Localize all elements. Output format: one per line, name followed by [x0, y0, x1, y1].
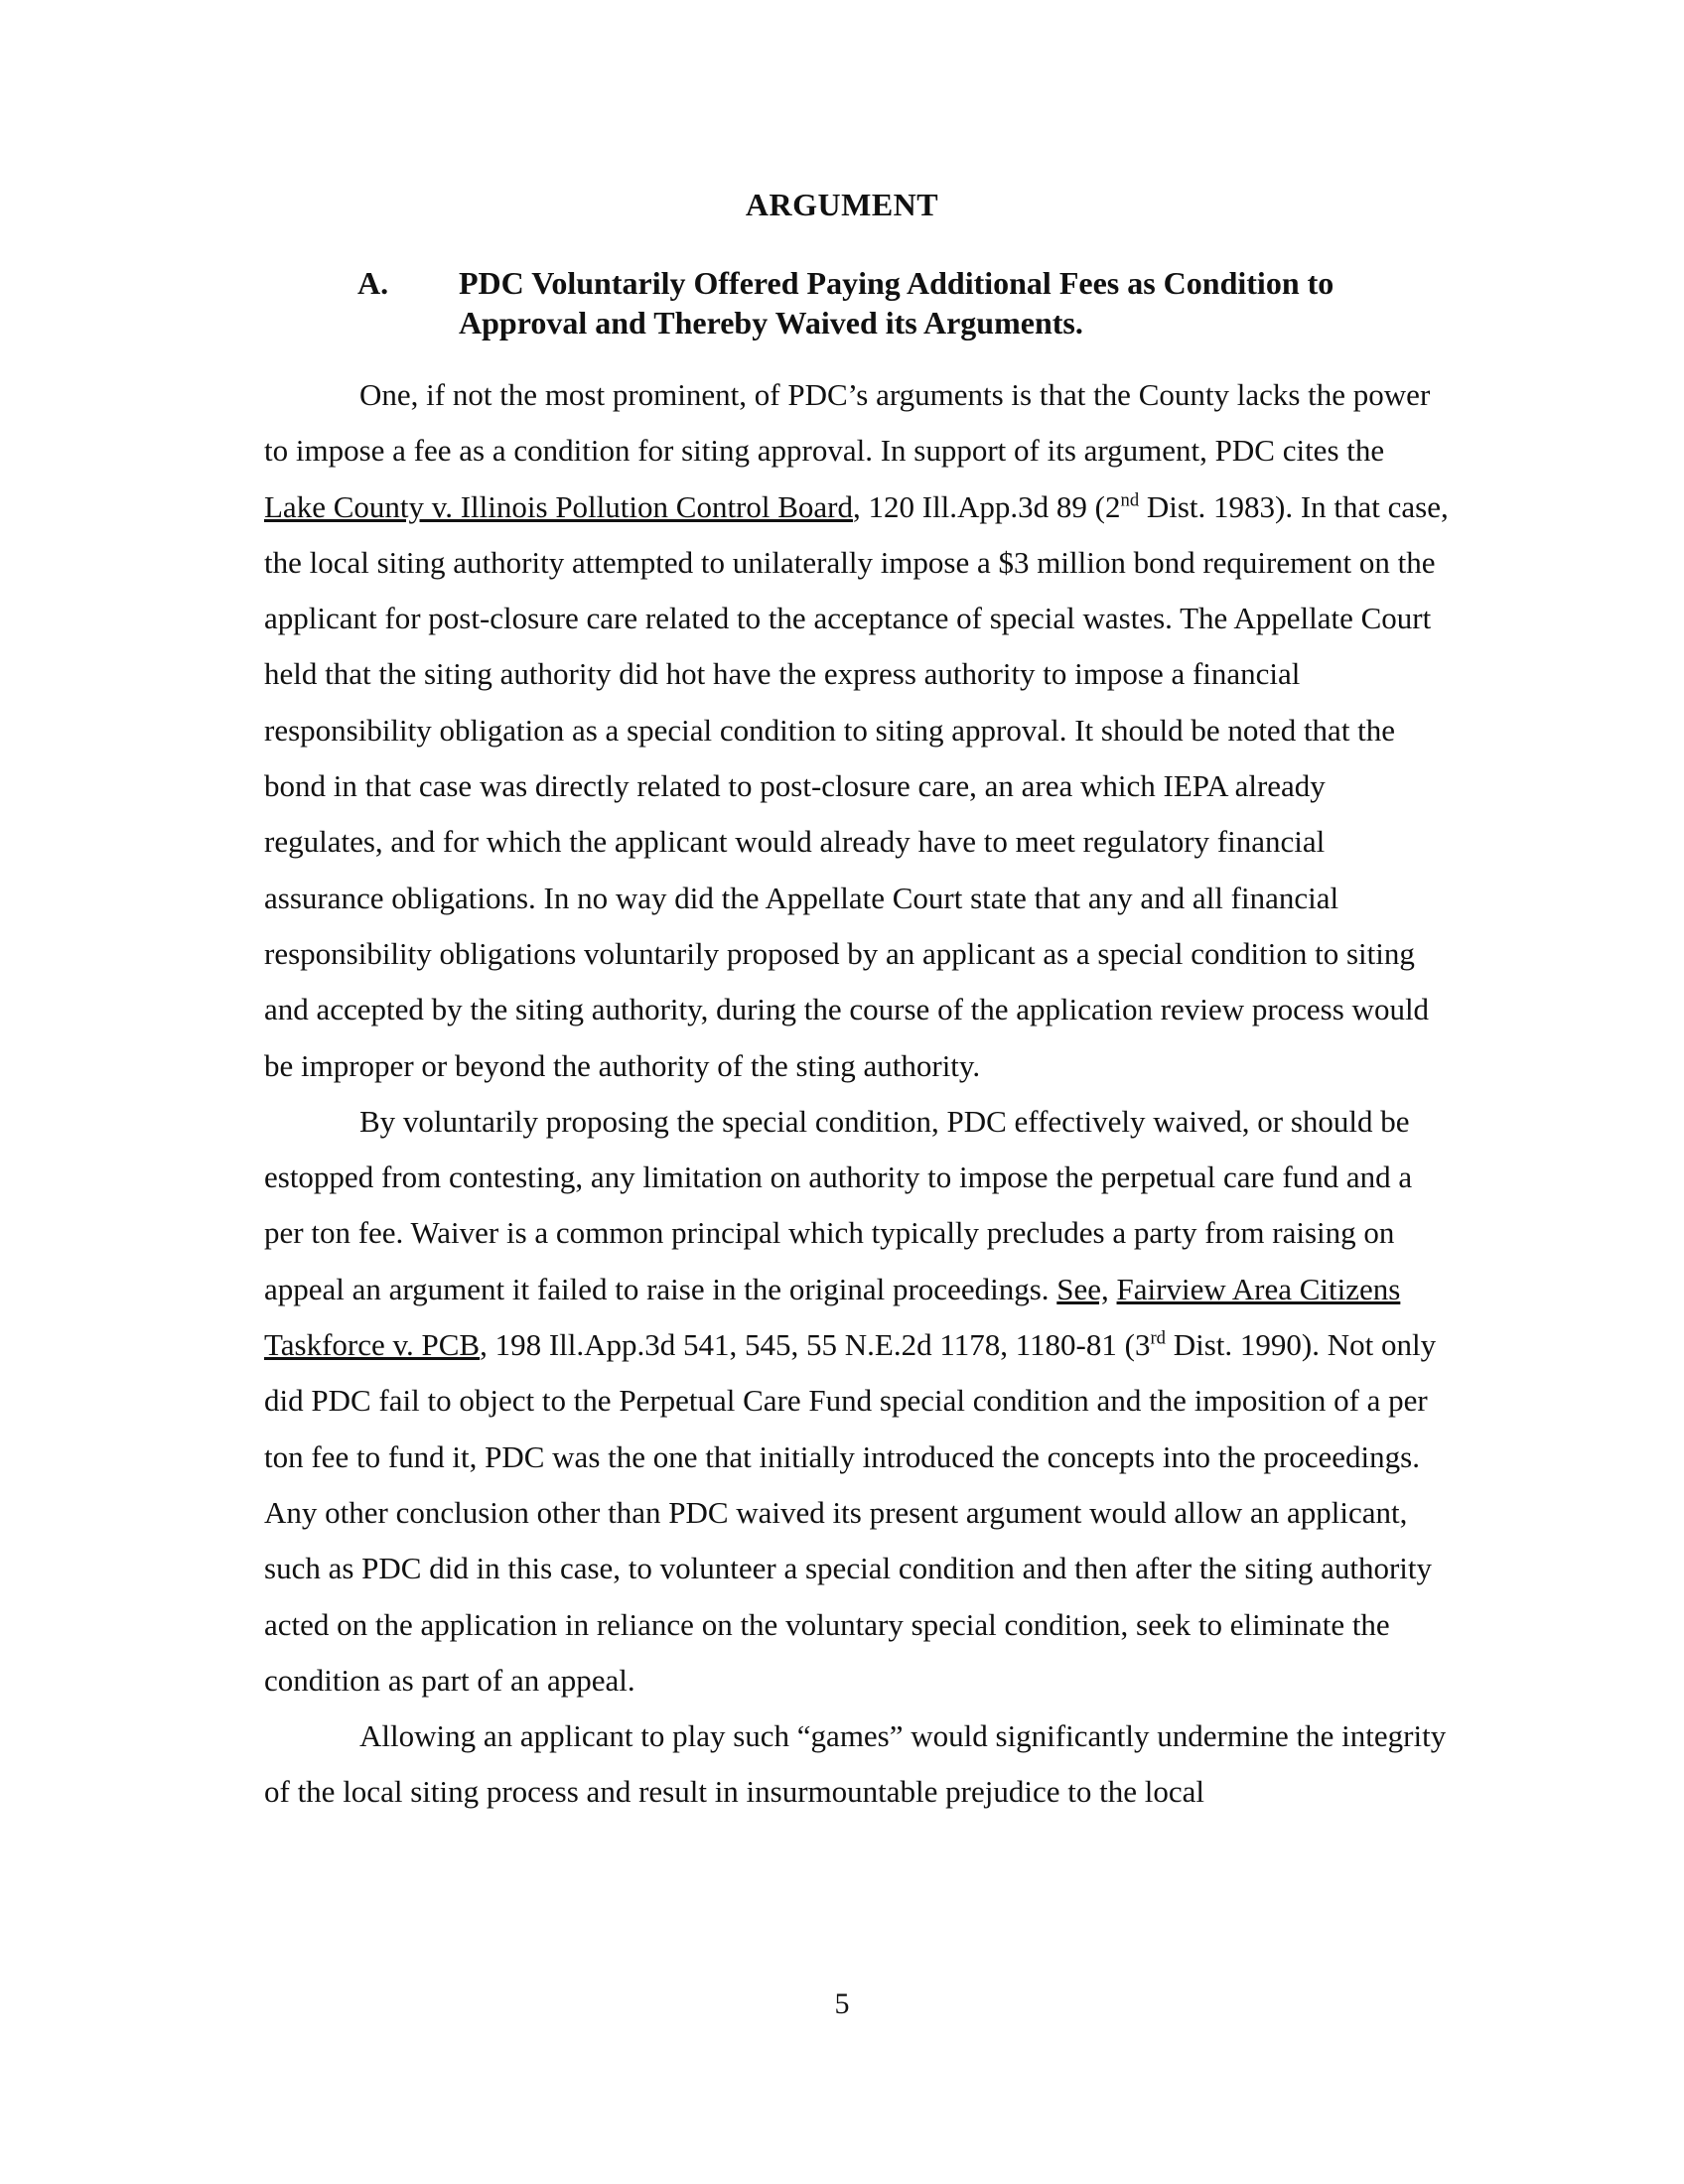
paragraph-2 — [264, 1094, 1452, 1708]
see-signal: See, — [1056, 1271, 1109, 1306]
section-title — [459, 263, 1511, 342]
paragraph-1 — [264, 367, 1452, 1094]
page-number: 5 — [834, 1987, 850, 2020]
paragraph-2-text-c: Dist. 1990). Not only did PDC fail to object to the Perpetual Care Fund special condition and the imposition of a per ton fee to fund it, PDC was the one that initially introduced the concepts into the proceedings. Any other conclusion other than PDC waived its present argument would allow an applicant, such as PDC did in this case, to volunteer a special condition and then after the siting authority acted on the application in reliance on the voluntary special condition, seek to eliminate the condition as part of an appeal. — [264, 1327, 1437, 1698]
body-text — [264, 367, 1452, 1821]
paragraph-3 — [264, 1708, 1452, 1821]
paragraph-1-text-b: , 120 Ill.App.3d 89 (2 — [853, 488, 1121, 524]
superscript-rd: rd — [1150, 1327, 1166, 1349]
paragraph-1-text-a: One, if not the most prominent, of PDC’s arguments is that the County lacks the power to impose a fee as a condition for siting approval. In support of its argument, PDC cites the — [264, 377, 1431, 469]
case-citation-fairview: Fairview Area Citizens Taskforce v. PCB — [264, 1271, 1401, 1363]
section-letter: A. — [357, 265, 389, 301]
section-title-line-1: PDC Voluntarily Offered Paying Additional Fees as Condition to — [459, 265, 1334, 301]
section-title-line-2: Approval and Thereby Waived its Arguments. — [459, 305, 1083, 341]
superscript-nd: nd — [1120, 489, 1140, 511]
paragraph-3-text: Allowing an applicant to play such “games” would significantly undermine the integrity of the local siting process and result in insurmountable prejudice to the local — [264, 1718, 1447, 1810]
page-heading: ARGUMENT — [745, 187, 939, 222]
case-citation-lake-county: Lake County v. Illinois Pollution Control Board — [264, 488, 853, 524]
paragraph-1-text-c: Dist. 1983). In that case, the local siting authority attempted to unilaterally impose a $3 million bond requirement on the applicant for post-closure care related to the acceptance of special wastes. The Appellate Court held that the siting authority did hot have the express authority to impose a financial responsibility obligation as a special condition to siting approval. It should be noted that the bond in that case was directly related to post-closure care, an area which IEPA already regulates, and for which the applicant would already have to meet regulatory financial assurance obligations. In no way did the Appellate Court state that any and all financial responsibility obligations voluntarily proposed by an applicant as a special condition to siting and accepted by the siting authority, during the course of the application review process would be improper or beyond the authority of the sting authority. — [264, 488, 1449, 1083]
paragraph-2-text-a: By voluntarily proposing the special condition, PDC effectively waived, or should be estopped from contesting, any limitation on authority to impose the perpetual care fund and a per ton fee. Waiver is a common principal which typically precludes a party from raising on appeal an argument it failed to raise in the original proceedings. — [264, 1103, 1413, 1306]
paragraph-2-text-space — [1109, 1272, 1117, 1306]
paragraph-2-text-b: , 198 Ill.App.3d 541, 545, 55 N.E.2d 1178, 1180-81 (3 — [480, 1327, 1151, 1363]
